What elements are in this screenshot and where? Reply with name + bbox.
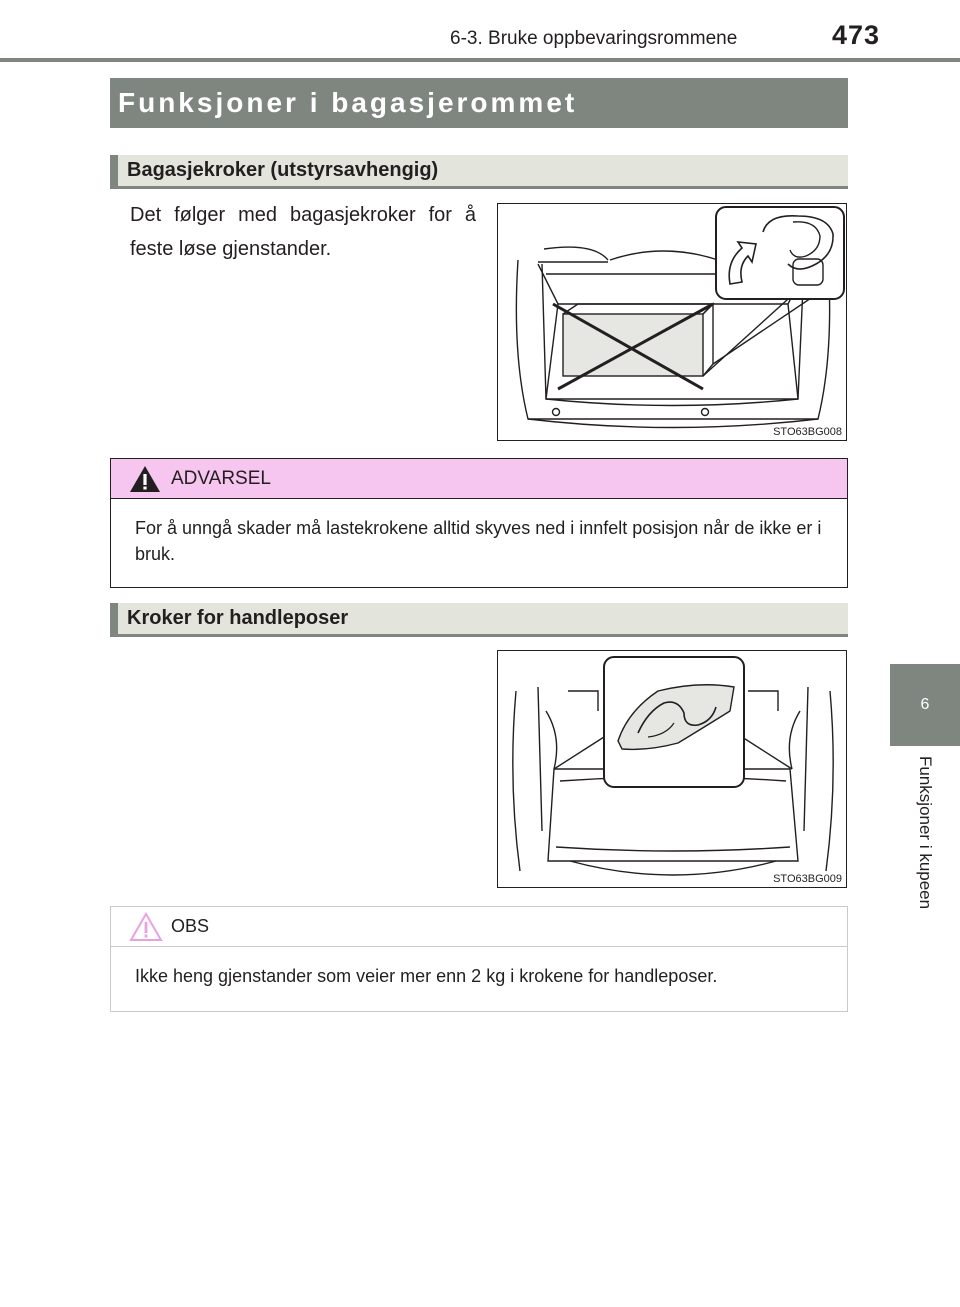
notice-header: [111, 907, 847, 947]
running-header-section: 6-3. Bruke oppbevaringsrommene: [450, 28, 738, 49]
warning-box: [110, 458, 848, 588]
luggage-compartment-illustration: [498, 204, 847, 441]
notice-title: OBS: [171, 916, 210, 936]
figure-code: STO63BG009: [773, 873, 842, 885]
warning-title: ADVARSEL: [171, 467, 271, 489]
figure-code: STO63BG008: [773, 426, 842, 438]
notice-box: [110, 906, 848, 1012]
header-divider: [0, 58, 960, 62]
chapter-title: Funksjoner i bagasjerommet: [110, 78, 848, 128]
chapter-label: Funksjoner i kupeen: [916, 756, 935, 910]
section-heading-luggage-hooks: Bagasjekroker (utstyrsavhengig): [110, 155, 848, 189]
section-heading-shopping-bag-hooks: Kroker for handleposer: [110, 603, 848, 637]
chapter-tab: [890, 664, 960, 746]
warning-triangle-icon: [129, 465, 161, 493]
warning-header: [111, 459, 847, 499]
page-number: 473: [832, 20, 881, 50]
chapter-number: 6: [920, 696, 930, 713]
section-body-luggage-hooks: Det følger med bagasjekroker for å feste løse gjenstander.: [130, 204, 476, 260]
chapter-tab-label-area: [890, 746, 960, 946]
caution-outline-icon: [129, 912, 163, 942]
warning-text: For å unngå skader må lastekrokene alltid skyves ned i innfelt posisjon når de ikke er i bruk.: [135, 518, 822, 564]
notice-text: Ikke heng gjenstander som veier mer enn 2 kg i krokene for handleposer.: [135, 966, 718, 986]
figure-luggage-hooks: [497, 203, 847, 441]
shopping-bag-hook-illustration: [498, 651, 847, 888]
figure-shopping-bag-hooks: [497, 650, 847, 888]
